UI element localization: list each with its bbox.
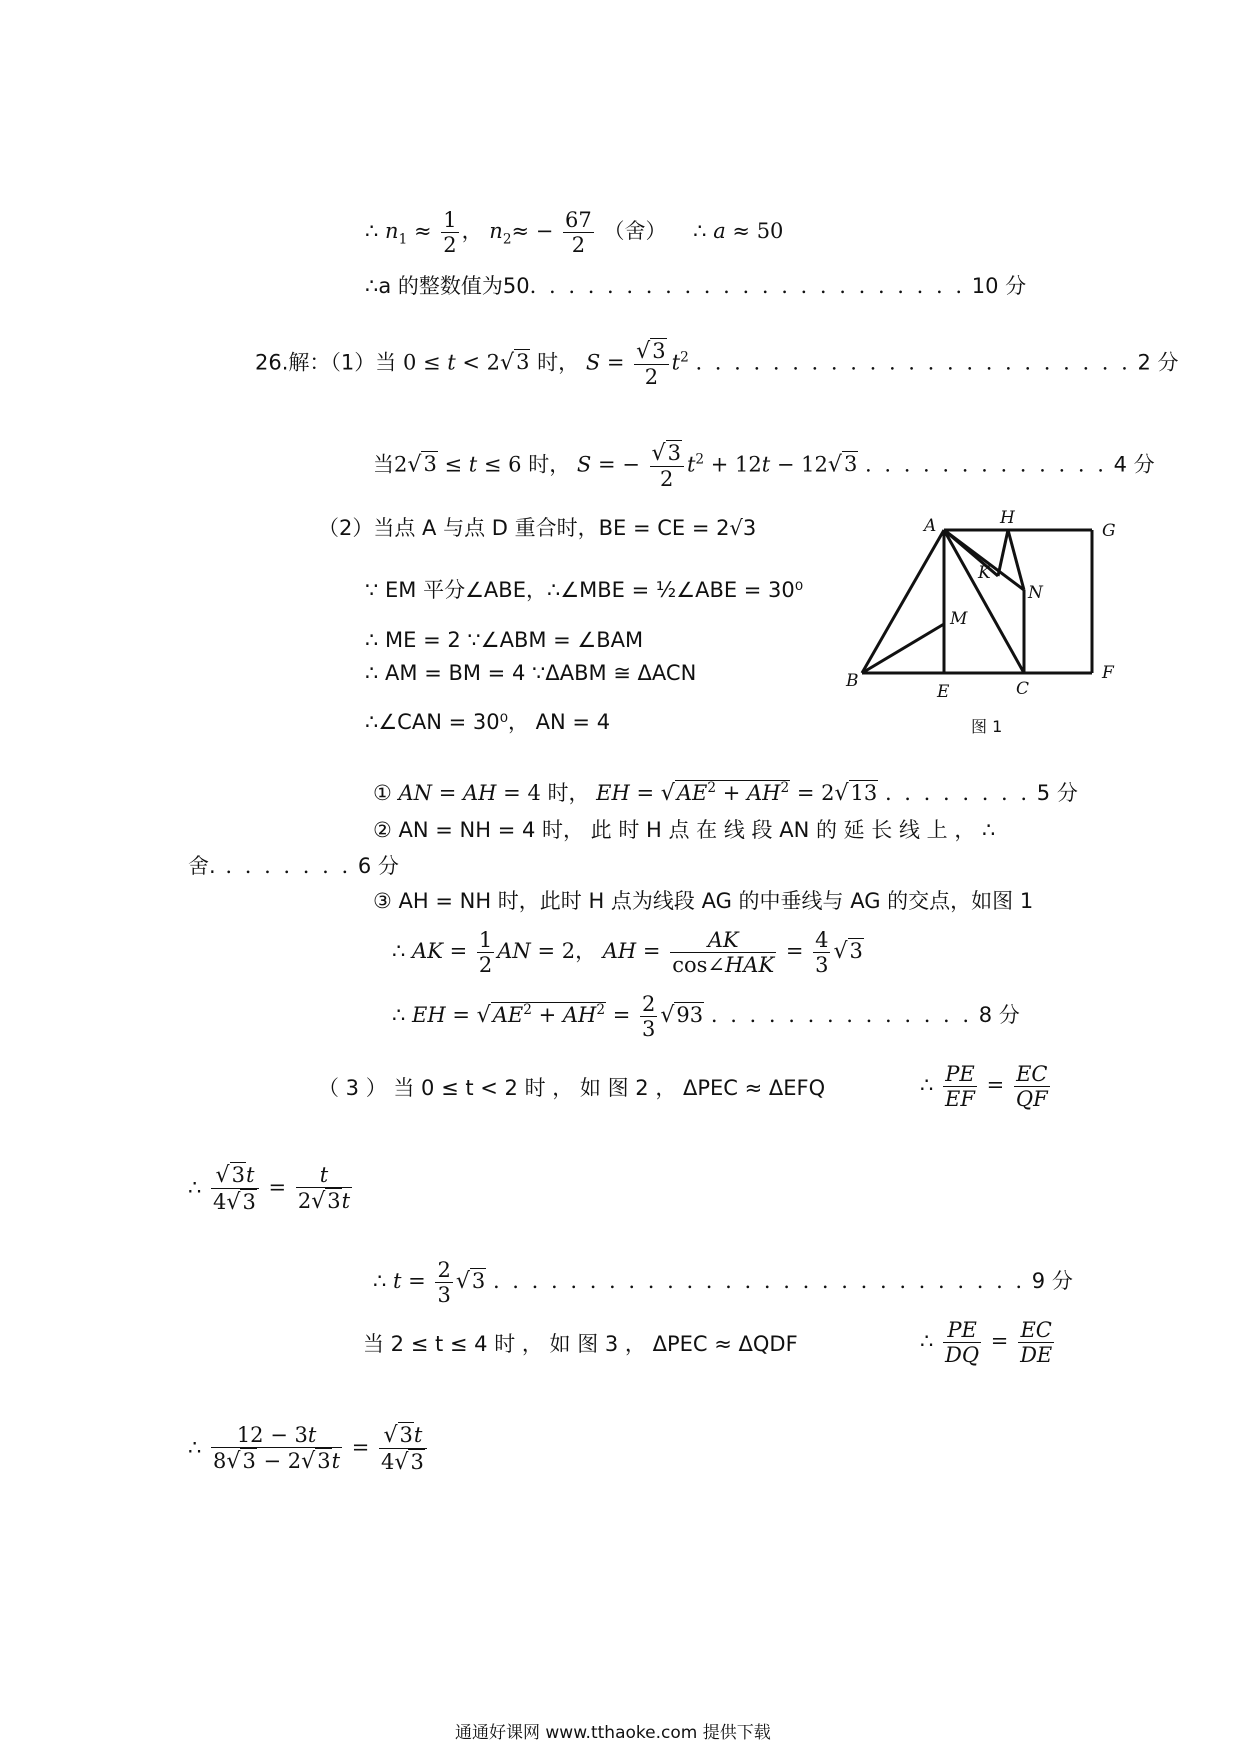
figure-label-e: E bbox=[937, 682, 950, 702]
p3-head: （ 3 ） 当 0 ≤ t < 2 时 ， 如 图 2 ， ΔPEC ≈ ΔEFQ bbox=[318, 1076, 826, 1100]
score-2: 2 分 bbox=[1137, 350, 1179, 375]
figure-label-a: A bbox=[924, 516, 937, 536]
q26-part1-line2: 当2√3 ≤ t ≤ 6 时， S = − $\frac{√3}{2}$ $t^2 + 12t - 12√3$ . . . . . . . . . . . . . 4 分 bbox=[373, 441, 1155, 492]
p2-line3: ∴ AM = BM = 4 ∵ΔABM ≅ ΔACN bbox=[365, 661, 697, 685]
score-6: 6 分 bbox=[357, 854, 399, 878]
figure-label-b: B bbox=[846, 671, 859, 691]
figure-label-n: N bbox=[1028, 583, 1043, 603]
p2-line4: ∴∠CAN = 30⁰， AN = 4 bbox=[365, 710, 611, 734]
line-a-integer: ∴a 的整数值为50. . . . . . . . . . . . . . . . . . . . . . . 10 分 bbox=[365, 274, 1027, 298]
figure-caption: 图 1 bbox=[971, 717, 1003, 736]
p3-equation-2: ∴ $\frac{12 - 3t}{8√3 - 2√3t}$ = $\frac{√3t}{4√3}$ bbox=[188, 1422, 430, 1476]
score-9: 9 分 bbox=[1031, 1269, 1073, 1294]
q26-part1-line1: 26.解：（1）当 0 ≤ t < 2√3 时， S = $\frac{√3}{2}$ $t^2$ . . . . . . . . . . . . . . . . . . . . . . . 2 分 bbox=[255, 339, 1179, 390]
case1-line: ① AN = AH = 4 时， EH = $√AE^2 + AH^2 = 2√13$ . . . . . . . . 5 分 bbox=[373, 780, 1078, 806]
p3-ratio-2: ∴ $\frac{PE}{DQ}$ = $\frac{EC}{DE}$ bbox=[920, 1318, 1053, 1368]
figure-label-m: M bbox=[950, 609, 968, 629]
p2-head: （2）当点 A 与点 D 重合时，BE = CE = 2√3 bbox=[318, 516, 757, 540]
case3-eh: ∴ EH = $√AE^2 + AH^2$ = $\frac{2}{3}$ √93 . . . . . . . . . . . . . . 8 分 bbox=[392, 992, 1020, 1042]
footer-text: 通通好课网 www.tthaoke.com 提供下载 bbox=[455, 1723, 771, 1743]
score-5: 5 分 bbox=[1036, 781, 1078, 805]
score-8: 8 分 bbox=[978, 1003, 1020, 1028]
geometry-figure-1 bbox=[840, 508, 1140, 738]
p2-line1: ∵ EM 平分∠ABE，∴∠MBE = ½∠ABE = 30⁰ bbox=[365, 578, 804, 602]
p3b-head: 当 2 ≤ t ≤ 4 时 ， 如 图 3 ， ΔPEC ≈ ΔQDF bbox=[363, 1332, 798, 1356]
figure-label-g: G bbox=[1102, 521, 1116, 541]
case2-continuation: 舍. . . . . . . . 6 分 bbox=[188, 854, 399, 878]
figure-label-f: F bbox=[1102, 663, 1114, 683]
case3-line: ③ AH = NH 时，此时 H 点为线段 AG 的中垂线与 AG 的交点，如图 1 bbox=[373, 889, 1034, 913]
case2-line: ② AN = NH = 4 时， 此 时 H 点 在 线 段 AN 的 延 长 线 上 ， ∴ bbox=[373, 818, 996, 842]
score-4: 4 分 bbox=[1113, 452, 1155, 477]
p2-line2: ∴ ME = 2 ∵∠ABM = ∠BAM bbox=[365, 628, 644, 652]
figure-label-h: H bbox=[1000, 508, 1015, 528]
q26-head: 26.解：（1）当 bbox=[255, 350, 397, 375]
p3-t-result: ∴ t = $\frac{2}{3}$ √3 . . . . . . . . . . . . . . . . . . . . . . . . . . . . 9 分 bbox=[373, 1258, 1073, 1308]
a-integer-text: ∴a 的整数值为50 bbox=[365, 274, 530, 298]
figure-label-k: K bbox=[978, 563, 991, 583]
p3-ratio-1: ∴ $\frac{PE}{EF}$ = $\frac{EC}{QF}$ bbox=[920, 1062, 1048, 1112]
figure-label-c: C bbox=[1016, 679, 1030, 699]
p3-equation-1: ∴ $\frac{√3t}{4√3}$ = $\frac{t}{2√3t}$ bbox=[188, 1163, 351, 1216]
line-n-values: ∴ $n_1$ ≈ $\frac{1}{2}$ ， $n_2\approx$ − $\frac{67}{2}$ （舍） ∴ a ≈ 50 bbox=[365, 208, 784, 258]
case3-ak-ah: ∴ AK = $\frac{1}{2}$ AN = 2， AH = $\frac{AK}{\text{cos∠HAK}}$ = $\frac{4}{3}$ √3 bbox=[392, 928, 863, 978]
score-10: 10 分 bbox=[971, 274, 1027, 298]
